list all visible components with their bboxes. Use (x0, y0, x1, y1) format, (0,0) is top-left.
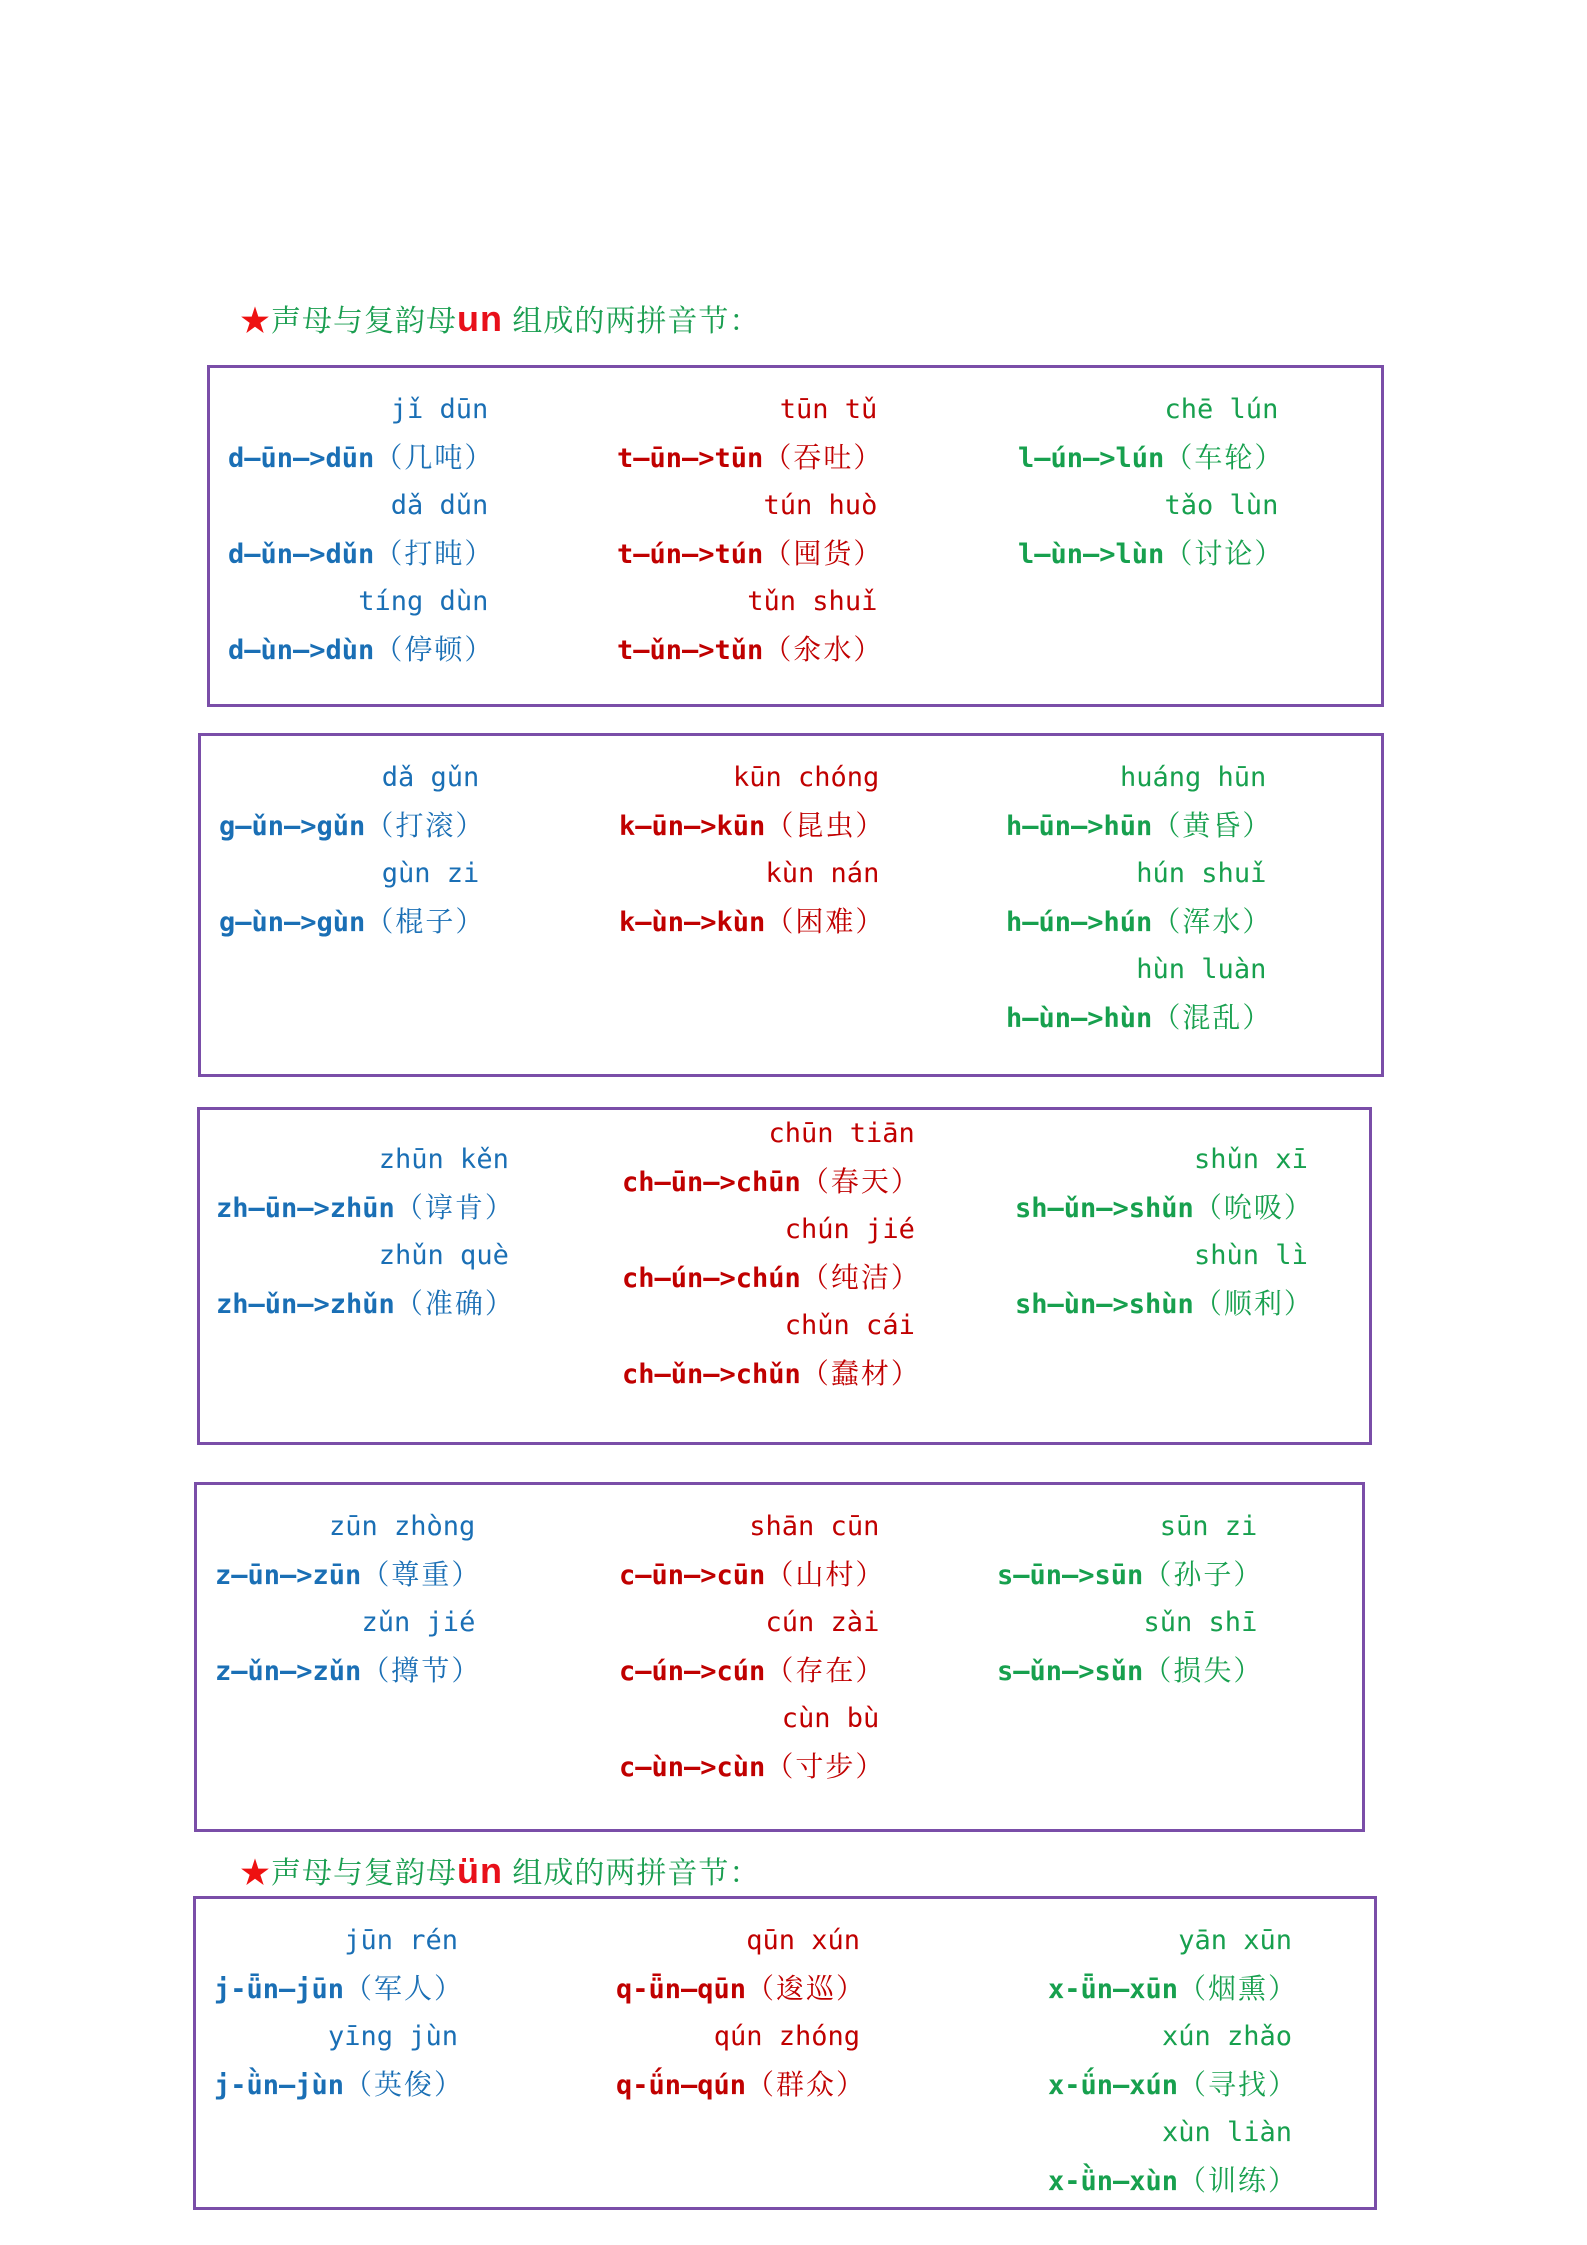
list-item (617, 578, 883, 674)
list-item (617, 386, 883, 482)
syllable-formula: sh—ùn—>shùn（顺利） (1015, 1287, 1314, 1320)
pinyin-label: tíng dùn (358, 586, 489, 617)
pinyin-label: shān cūn (749, 1511, 880, 1542)
syllable-box-d-t-l (207, 365, 1384, 707)
syllable-formula: x-ǖn—xūn（烟熏） (1048, 1972, 1299, 2005)
syllable-formula: d—ǔn—>dǔn（打盹） (228, 537, 495, 570)
syllable-formula: c—ún—>cún（存在） (619, 1654, 886, 1687)
list-item (1048, 1917, 1298, 2013)
pinyin-label: cún zài (765, 1607, 880, 1638)
syllable-formula: s—ūn—>sūn（孙子） (997, 1558, 1264, 1591)
list-item (617, 482, 883, 578)
list-item (228, 386, 494, 482)
pinyin-label: zhūn kěn (378, 1144, 509, 1175)
column-h (1006, 754, 1272, 1042)
pinyin-label: kūn chóng (733, 762, 880, 793)
pinyin-label: qūn xún (746, 1925, 861, 1956)
syllable-formula: x-ǘn—xún（寻找） (1048, 2068, 1299, 2101)
pinyin-label: tǎo lùn (1164, 490, 1279, 521)
pinyin-label: shǔn xī (1194, 1144, 1308, 1175)
column-t (617, 386, 883, 674)
list-item (997, 1503, 1263, 1599)
column-zh (216, 1136, 515, 1328)
list-item (214, 1917, 464, 2013)
list-item (1015, 1136, 1314, 1232)
pinyin-label: zūn zhòng (329, 1511, 476, 1542)
pinyin-label: xùn liàn (1162, 2117, 1293, 2148)
list-item (228, 482, 494, 578)
pinyin-label: chē lún (1164, 394, 1279, 425)
column-d (228, 386, 494, 674)
pinyin-label: tǔn shuǐ (747, 586, 878, 617)
column-z (215, 1503, 481, 1695)
list-item (1018, 482, 1284, 578)
pinyin-label: sūn zi (1159, 1511, 1258, 1542)
list-item (215, 1599, 481, 1695)
star-icon: ★ (240, 305, 271, 338)
pinyin-label: hùn luàn (1136, 954, 1267, 985)
pinyin-label: hún shuǐ (1136, 858, 1267, 889)
pinyin-label: dǎ gǔn (381, 762, 480, 793)
list-item (619, 1503, 885, 1599)
syllable-formula: c—ūn—>cūn（山村） (619, 1558, 886, 1591)
list-item (1015, 1232, 1314, 1328)
list-item (219, 754, 485, 850)
syllable-formula: zh—ǔn—>zhǔn（准确） (216, 1287, 515, 1320)
syllable-formula: k—ūn—>kūn（昆虫） (619, 809, 886, 842)
column-g (219, 754, 485, 946)
list-item (219, 850, 485, 946)
pinyin-label: zhǔn què (378, 1240, 509, 1271)
list-item (622, 1110, 921, 1206)
pinyin-label: cùn bù (781, 1703, 880, 1734)
pinyin-label: kùn nán (765, 858, 880, 889)
column-q (616, 1917, 866, 2109)
heading-suffix: 组成的两拼音节： (502, 305, 761, 338)
column-l (1018, 386, 1284, 578)
syllable-formula: g—ùn—>gùn（棍子） (219, 905, 486, 938)
pinyin-label: tūn tǔ (779, 394, 878, 425)
section-heading-un (240, 296, 760, 340)
heading-rime: un (457, 298, 503, 339)
list-item (619, 850, 885, 946)
syllable-formula: l—ùn—>lùn（讨论） (1018, 537, 1285, 570)
syllable-formula: q-ǖn—qūn（逡巡） (616, 1972, 867, 2005)
column-x (1048, 1917, 1298, 2205)
list-item (619, 1695, 885, 1791)
pinyin-label: tún huò (763, 490, 878, 521)
list-item (619, 1599, 885, 1695)
syllable-formula: k—ùn—>kùn（困难） (619, 905, 886, 938)
syllable-formula: x-ǜn—xùn（训练） (1048, 2164, 1299, 2197)
list-item (622, 1302, 921, 1398)
syllable-formula: h—ún—>hún（浑水） (1006, 905, 1273, 938)
column-j (214, 1917, 464, 2109)
heading-prefix: 声母与复韵母 (271, 305, 457, 338)
pinyin-label: yīng jùn (328, 2021, 459, 2052)
pinyin-label: chún jié (784, 1214, 915, 1245)
syllable-formula: ch—ǔn—>chǔn（蠢材） (622, 1357, 921, 1390)
syllable-formula: zh—ūn—>zhūn（谆肯） (216, 1191, 515, 1224)
pinyin-label: chǔn cái (784, 1310, 915, 1341)
list-item (228, 578, 494, 674)
column-k (619, 754, 885, 946)
syllable-formula: ch—ún—>chún（纯洁） (622, 1261, 921, 1294)
syllable-formula: j-ǜn—jùn（英俊） (214, 2068, 465, 2101)
syllable-formula: d—ūn—>dūn（几吨） (228, 441, 495, 474)
list-item (215, 1503, 481, 1599)
pinyin-label: jūn rén (344, 1925, 459, 1956)
pinyin-label: dǎ dǔn (390, 490, 489, 521)
syllable-formula: j-ǖn—jūn（军人） (214, 1972, 465, 2005)
list-item (622, 1206, 921, 1302)
list-item (1048, 2109, 1298, 2205)
syllable-formula: g—ǔn—>gǔn（打滚） (219, 809, 486, 842)
syllable-formula: t—ūn—>tūn（吞吐） (617, 441, 884, 474)
column-sh (1015, 1136, 1314, 1328)
syllable-formula: t—ǔn—>tǔn（氽水） (617, 633, 884, 666)
syllable-formula: q-ǘn—qún（群众） (616, 2068, 867, 2101)
pinyin-label: jǐ dūn (390, 394, 489, 425)
list-item (1006, 754, 1272, 850)
section-heading-un-umlaut (240, 1848, 760, 1892)
syllable-formula: h—ūn—>hūn（黄昏） (1006, 809, 1273, 842)
syllable-formula: c—ùn—>cùn（寸步） (619, 1750, 886, 1783)
list-item (997, 1599, 1263, 1695)
syllable-formula: s—ǔn—>sǔn（损失） (997, 1654, 1264, 1687)
pinyin-label: huáng hūn (1120, 762, 1267, 793)
list-item (1048, 2013, 1298, 2109)
list-item (1018, 386, 1284, 482)
list-item (1006, 850, 1272, 946)
syllable-formula: t—ún—>tún（囤货） (617, 537, 884, 570)
column-c (619, 1503, 885, 1791)
syllable-formula: z—ǔn—>zǔn（撙节） (215, 1654, 482, 1687)
pinyin-label: sǔn shī (1143, 1607, 1258, 1638)
list-item (1006, 946, 1272, 1042)
heading-suffix: 组成的两拼音节： (502, 1857, 761, 1890)
heading-rime: ün (457, 1850, 503, 1891)
syllable-formula: h—ùn—>hùn（混乱） (1006, 1001, 1273, 1034)
pinyin-label: xún zhǎo (1162, 2021, 1293, 2052)
pinyin-label: shùn lì (1194, 1240, 1308, 1271)
syllable-formula: sh—ǔn—>shǔn（吮吸） (1015, 1191, 1314, 1224)
pinyin-label: chūn tiān (768, 1118, 915, 1149)
syllable-formula: l—ún—>lún（车轮） (1018, 441, 1285, 474)
column-s (997, 1503, 1263, 1695)
pinyin-label: zǔn jié (361, 1607, 476, 1638)
syllable-box-zh-ch-sh (197, 1107, 1372, 1445)
list-item (619, 754, 885, 850)
syllable-box-j-q-x (193, 1896, 1377, 2210)
pinyin-label: qún zhóng (713, 2021, 861, 2052)
pinyin-label: yān xūn (1178, 1925, 1293, 1956)
column-ch (622, 1110, 921, 1398)
list-item (616, 2013, 866, 2109)
syllable-box-g-k-h (198, 733, 1384, 1077)
list-item (216, 1232, 515, 1328)
syllable-box-z-c-s (194, 1482, 1365, 1832)
syllable-formula: z—ūn—>zūn（尊重） (215, 1558, 482, 1591)
list-item (616, 1917, 866, 2013)
syllable-formula: d—ùn—>dùn（停顿） (228, 633, 495, 666)
heading-prefix: 声母与复韵母 (271, 1857, 457, 1890)
pinyin-label: gùn zi (381, 858, 480, 889)
syllable-formula: ch—ūn—>chūn（春天） (622, 1165, 921, 1198)
list-item (216, 1136, 515, 1232)
list-item (214, 2013, 464, 2109)
star-icon: ★ (240, 1857, 271, 1890)
